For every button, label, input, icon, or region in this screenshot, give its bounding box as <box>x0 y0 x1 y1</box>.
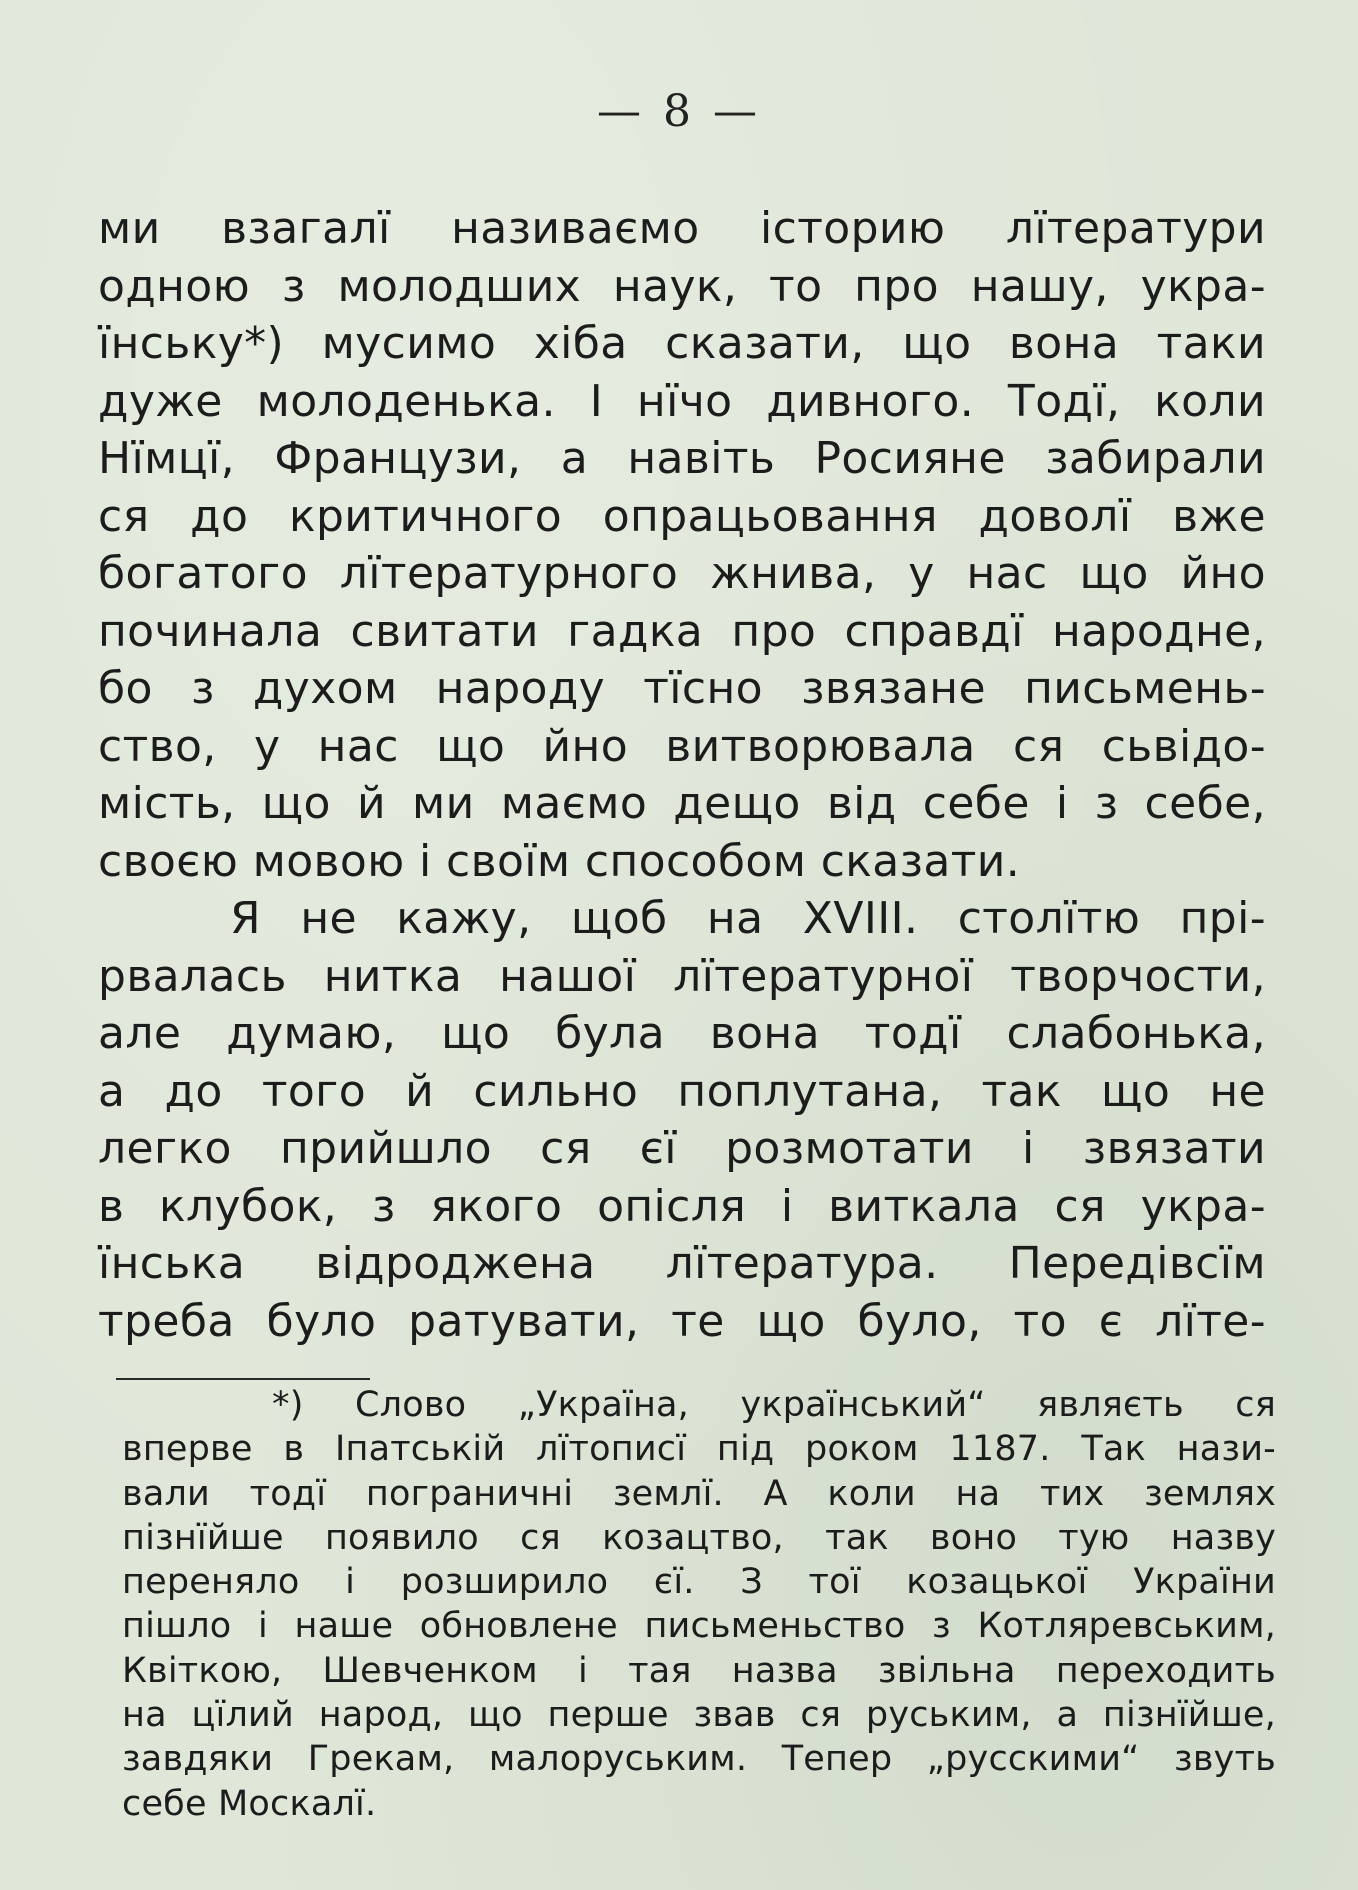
text-line: дуже молоденька. І нїчо дивного. Тодї, коли <box>98 375 1266 427</box>
footnote-line: Квіткою, Шевченком і тая назва звільна переходить <box>122 1650 1276 1691</box>
text-line: ся до критичного опрацьовання доволї вже <box>98 490 1266 542</box>
text-line: ми взагалї називаємо історию лїтератури <box>98 203 1266 254</box>
text-line: богатого лїтературного жнива, у нас що йно <box>98 548 1266 599</box>
footnote-line: вперве в Іпатській лїтописї під роком 1187. Так нази- <box>122 1429 1276 1470</box>
text-line: своєю мовою і своїм способом сказати. <box>98 835 1021 887</box>
footnote-divider <box>116 1378 370 1380</box>
footnote-line: завдяки Грекам, малоруським. Тепер „русскими“ звуть <box>122 1739 1276 1780</box>
text-line: їнську*) мусимо хіба сказати, що вона таки <box>98 318 1266 369</box>
text-line: рвалась нитка нашої лїтературної творчости, <box>98 950 1266 1002</box>
text-line: бо з духом народу тїсно звязане письмень- <box>98 663 1266 714</box>
text-line: мість, що й ми маємо дещо від себе і з себе, <box>98 778 1266 829</box>
page-number: — 8 — <box>597 86 761 137</box>
text-line: легко прийшло ся єї розмотати і звязати <box>98 1123 1266 1174</box>
text-line: але думаю, що була вона тодї слабонька, <box>98 1008 1266 1059</box>
text-line: їнська відроджена лїтература. Передівсїм <box>98 1238 1266 1289</box>
footnote-line: пішло і наше обновлене письменьство з Котляревським, <box>122 1606 1276 1647</box>
footnote-line: *) Слово „Україна, український“ являєть ся <box>272 1385 1276 1425</box>
main-text <box>98 200 1266 1350</box>
text-line: Я не кажу, щоб на XVIII. столїтю прі- <box>230 893 1266 944</box>
text-line: ство, у нас що йно витворювала ся сьвідо- <box>98 720 1266 772</box>
footnote-line: на цїлий народ, що перше звав ся руським, а пізнїйше, <box>122 1695 1276 1736</box>
text-line: одною з молодших наук, то про нашу, укра- <box>98 260 1266 312</box>
footnote <box>122 1383 1276 1826</box>
text-line: починала свитати гадка про справдї народне, <box>98 605 1266 657</box>
footnote-line: вали тодї пограничні землї. А коли на тих землях <box>122 1473 1276 1514</box>
text-line: Нїмцї, Французи, а навіть Росияне забирали <box>98 433 1266 484</box>
text-line: в клубок, з якого опісля і виткала ся укра- <box>98 1180 1266 1232</box>
footnote-line: себе Москалї. <box>122 1783 377 1824</box>
text-line: треба було ратувати, те що було, то є лїте- <box>98 1295 1266 1347</box>
footnote-line: пізнїйше появило ся козацтво, так воно тую назву <box>122 1517 1276 1558</box>
text-line: а до того й сильно поплутана, так що не <box>98 1065 1266 1117</box>
footnote-line: переняло і розширило єї. З тої козацької України <box>122 1562 1276 1603</box>
